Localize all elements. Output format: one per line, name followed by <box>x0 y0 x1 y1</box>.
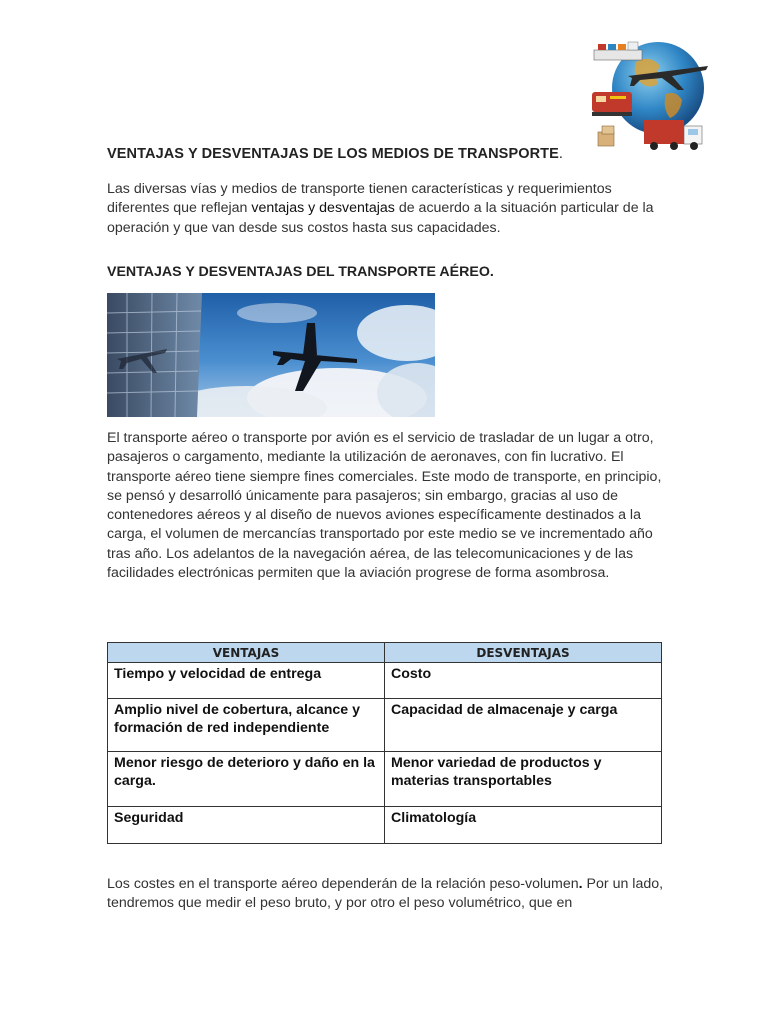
table-row <box>108 663 662 699</box>
advantages-disadvantages-table <box>107 642 662 844</box>
table-header-row <box>108 643 662 663</box>
table-cell: Menor riesgo de deterioro y daño en la carga. <box>108 752 385 807</box>
table-cell: Amplio nivel de cobertura, alcance y formación de red independiente <box>108 699 385 752</box>
airplane-sky-photo <box>107 293 435 417</box>
intro-paragraph: Las diversas vías y medios de transporte tienen características y requerimientos diferentes que reflejan ventajas y desventajas de acuerdo a la situación particular de la operación y que van desde sus costos hasta sus capacidades. <box>107 181 654 236</box>
table-cell: Seguridad <box>108 807 385 844</box>
air-transport-paragraph: El transporte aéreo o transporte por avión es el servicio de trasladar de un lugar a otro, pasajeros o cargamento, mediante la utilización de aeronaves, con fin lucrativo. El transporte aéreo tiene siempre fines comerciales. Este modo de transporte, en principio, se pensó y desarrolló únicamente para pasajeros; sin embargo, gracias al uso de contenedores aéreos y al diseño de nuevos aviones específicamente destinados a la carga, el volumen de mercancías transportado por este medio se ve incrementado año tras año. Los adelantos de la navegación aérea, de las telecomunicaciones y de las facilidades electrónicas permiten que la aviación progrese de forma asombrosa. <box>107 430 662 582</box>
table-row <box>108 752 662 807</box>
table-row <box>108 807 662 844</box>
table-cell: Costo <box>385 663 662 699</box>
closing-paragraph: Los costes en el transporte aéreo dependerán de la relación peso-volumen. Por un lado, tendremos que medir el peso bruto, y por otro el peso volumétrico, que en <box>107 876 664 912</box>
table-cell: Capacidad de almacenaje y carga <box>385 699 662 752</box>
document-title: VENTAJAS Y DESVENTAJAS DE LOS MEDIOS DE TRANSPORTE. <box>107 146 564 162</box>
header-desventajas: DESVENTAJAS <box>385 643 662 663</box>
section-title: VENTAJAS Y DESVENTAJAS DEL TRANSPORTE AÉREO. <box>107 264 494 280</box>
table-cell: Climatología <box>385 807 662 844</box>
table-row <box>108 699 662 752</box>
table-cell: Menor variedad de productos y materias transportables <box>385 752 662 807</box>
table-cell: Tiempo y velocidad de entrega <box>108 663 385 699</box>
header-ventajas: VENTAJAS <box>108 643 385 663</box>
transport-logo-illustration <box>588 32 712 156</box>
